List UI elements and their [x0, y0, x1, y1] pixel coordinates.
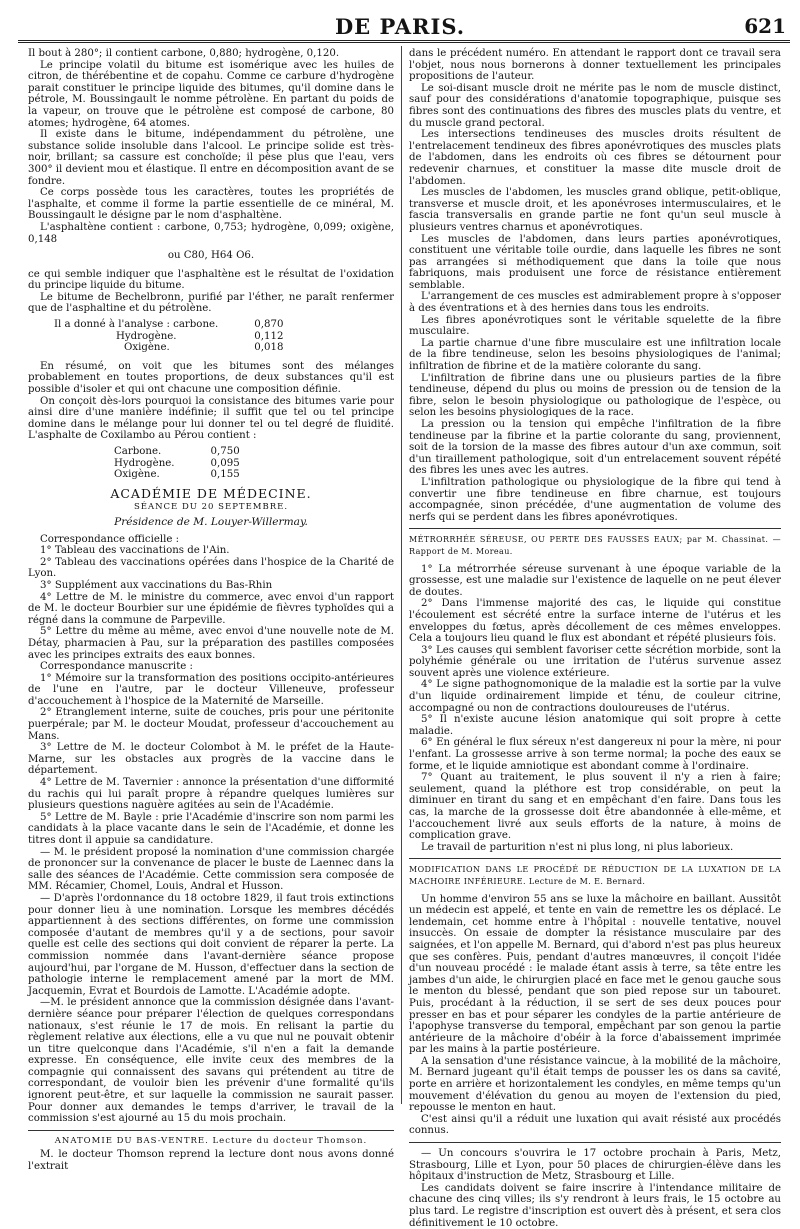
paragraph: Le principe volatil du bitume est isomérique avec les huiles de citron, de thérébentine et de copahu. Comme ce carbure d'hydrogène parait constituer le principe liquide des bitumes, qu'il domine dans le pétrole, M. Boussingault le nomme pétrolène. En partant du poids de la vapeur, on trouve que le pétrolène est composé de carbone, 80 atomes; hydrogène, 64 atomes.: [28, 59, 394, 129]
paragraph: La partie charnue d'une fibre musculaire est une infiltration locale de la fibre tendineuse, selon les besoins physiologiques de l'animal; infiltration de fibrine et de la matière colorante du sang.: [409, 337, 781, 373]
right-column: [409, 48, 781, 1229]
section-rule: [28, 1130, 394, 1131]
analysis-value: 0,870: [254, 319, 284, 331]
section-heading: MÉTRORRHÉE SÉREUSE, OU PERTE DES FAUSSES EAUX; par M. Chassinat. — Rapport de M. Moreau.: [409, 535, 781, 556]
list-item: 5° Lettre du même au même, avec envoi d'une nouvelle note de M. Détay, pharmacien à Pau, sur la préparation des pastilles composées avec les principes extraits des eaux bonnes.: [28, 626, 394, 661]
left-column: [28, 48, 394, 1173]
section-heading: MODIFICATION DANS LE PROCÉDÉ DE RÉDUCTION DE LA LUXATION DE LA MACHOIRE INFÉRIEURE. Lecture de M. E. Bernard.: [409, 865, 781, 886]
paragraph: Le bitume de Bechelbronn, purifié par l'éther, ne paraît renfermer que de l'asphaltine et du pétrolène.: [28, 291, 394, 315]
analysis-table: [108, 446, 240, 481]
list-item: 1° Mémoire sur la transformation des positions occipito-antérieures de l'une en l'autre, par le docteur Villeneuve, professeur d'accouchement à l'hospice de la Maternité de Marseille.: [28, 672, 394, 707]
analysis-value: 0,018: [254, 342, 284, 354]
list-item: 4° Le signe pathognomonique de la maladie est la sortie par la vulve d'un liquide ordinairement limpide et ténu, de couleur citrine, accompagné ou non de contractions douloureuses de l'utérus.: [409, 679, 781, 714]
paragraph: C'est ainsi qu'il a réduit une luxation qui avait résisté aux procédés connus.: [409, 1113, 781, 1137]
paragraph: ce qui semble indiquer que l'asphaltène est le résultat de l'oxidation du principe liquide du bitume.: [28, 268, 394, 292]
paragraph: Le soi-disant muscle droit ne mérite pas le nom de muscle distinct, sauf pour des considérations d'anatomie topographique, puisque ses fibres sont des continuations des fibres des muscles plats du ventre, et du muscle grand pectoral.: [409, 82, 781, 129]
paragraph: L'asphaltène contient : carbone, 0,753; hydrogène, 0,099; oxigène, 0,148: [28, 221, 394, 245]
page-number: 621: [744, 14, 786, 38]
section-rule: [409, 1142, 781, 1143]
list-item: 1° Tableau des vaccinations de l'Ain.: [40, 545, 230, 557]
paragraph: L'infiltration de fibrine dans une ou plusieurs parties de la fibre tendineuse, dépend du plus ou moins de pression ou de tension de la fibre, selon le besoin physiologique ou pathologique de l'espèce, ou selon les besoins physiologiques de la race.: [409, 372, 781, 419]
analysis-label: Hydrogène.: [116, 330, 177, 342]
paragraph: Les muscles de l'abdomen, dans leurs parties aponévrotiques, constituent une véritable toile ourdie, dans laquelle les fibres ne sont pas arrangées si méthodiquement que dans la toile que nous fabriquons, mais produisent une force de résistance entièrement semblable.: [409, 233, 781, 291]
paragraph: Il existe dans le bitume, indépendamment du pétrolène, une substance solide insoluble dans l'alcool. Le principe solide est très-noir, brillant; sa cassure est conchoïde; il pèse plus que l'eau, vers 300° il devient mou et élastique. Il entre en décomposition avant de se fondre.: [28, 129, 394, 187]
list-item: 2° Etranglement interne, suite de couches, pris pour une péritonite puerpérale; par M. le docteur Moudat, professeur d'accouchement au Mans.: [28, 707, 394, 742]
paragraph: En résumé, on voit que les bitumes sont des mélanges probablement en toutes proportions, de deux substances qu'il est possible d'isoler et qui ont chacune une composition définie.: [28, 360, 394, 396]
section-heading: ACADÉMIE DE MÉDECINE.: [110, 485, 312, 501]
list-item: 2° Dans l'immense majorité des cas, le liquide qui constitue l'écoulement est sécrété entre la surface interne de l'utérus et les enveloppes du fœtus, après décollement de ces mêmes enveloppes. Cela a toujours lieu quand le flux est abondant et répété plusieurs fois.: [409, 598, 781, 645]
paragraph: A la sensation d'une résistance vaincue, à la mobilité de la mâchoire, M. Bernard jugeant qu'il était temps de pousser les os dans sa cavité, porte en arrière et horizontalement les condyles, en même temps qu'un mouvement d'élévation du genou au moyen de l'extension du pied, repousse le menton en haut.: [409, 1055, 781, 1114]
paragraph: Les intersections tendineuses des muscles droits résultent de l'entrelacement tendineux des fibres aponévrotiques des muscles plats de l'abdomen, dans les endroits où ces fibres se détournent pour redevenir charnues, et constituer la masse dite muscle droit de l'abdomen.: [409, 129, 781, 187]
list-item: 3° Lettre de M. le docteur Colombot à M. le préfet de la Haute-Marne, sur les obstacles aux progrès de la vaccine dans le département.: [28, 742, 394, 777]
list-item: 6° En général le flux séreux n'est dangereux ni pour la mère, ni pour l'enfant. La grossesse arrive à son terme normal; la poche des eaux se forme, et le liquide amniotique est abondant comme à l'ordinaire.: [409, 737, 781, 772]
subheading: Correspondance officielle :: [40, 533, 180, 545]
paragraph: On conçoit dès-lors pourquoi la consistance des bitumes varie pour ainsi dire d'une manière indéfinie; il suffit que tel ou tel principe domine dans le mélange pour lui donner tel ou tel degré de fluidité. L'asphalte de Coxilambo au Pérou contient :: [28, 395, 394, 442]
section-rule: [409, 858, 781, 859]
analysis-label: Oxigène.: [114, 469, 160, 481]
paragraph: Les fibres aponévrotiques sont le véritable squelette de la fibre musculaire.: [409, 314, 781, 338]
analysis-value: 0,155: [210, 469, 240, 481]
paragraph: Il bout à 280°; il contient carbone, 0,880; hydrogène, 0,120.: [28, 48, 340, 59]
paragraph: L'arrangement de ces muscles est admirablement propre à s'opposer à des éventrations et à des hernies dans tous les endroits.: [409, 291, 781, 315]
analysis-table: [28, 319, 283, 354]
paragraph: Le travail de parturition n'est ni plus long, ni plus laborieux.: [421, 841, 734, 853]
subheading: Correspondance manuscrite :: [40, 661, 193, 673]
list-item: 7° Quant au traitement, le plus souvent il n'y a rien à faire; seulement, quand la pléthore est trop considérable, on peut la diminuer en tirant du sang et en empêchant d'en faire. Dans tous les cas, la marche de la grossesse doit être abandonnée à elle-même, et l'accouchement livré aux seuls efforts de la nature, à moins de complication grave.: [409, 772, 781, 842]
paragraph: dans le précédent numéro. En attendant le rapport dont ce travail sera l'objet, nous nous bornerons à donner textuellement les principales propositions de l'auteur.: [409, 48, 781, 83]
paragraph: Les muscles de l'abdomen, les muscles grand oblique, petit-oblique, transverse et muscle droit, et les aponévroses intermusculaires, et le fascia transversalis en grande partie ne font qu'un seul muscle à plusieurs ventres charnus et aponévrotiques.: [409, 187, 781, 233]
list-item: 4° Lettre de M. le ministre du commerce, avec envoi d'un rapport de M. le docteur Bourbier sur une épidémie de fièvres typhoïdes qui a régné dans la commune de Parpeville.: [28, 591, 394, 626]
list-item: 5° Il n'existe aucune lésion anatomique qui soit propre à cette maladie.: [409, 714, 781, 737]
analysis-label: Hydrogène.: [114, 457, 175, 469]
page-header: [0, 0, 800, 40]
analysis-value: 0,112: [254, 330, 284, 342]
list-item: 4° Lettre de M. Tavernier : annonce la présentation d'une difformité du rachis qui lui paraît propre à répandre quelques lumières sur plusieurs questions naguère agitées au sein de l'Académie.: [28, 777, 394, 812]
paragraph: La pression ou la tension qui empêche l'infiltration de la fibre tendineuse par la fibrine et la partie colorante du sang, proviennent, soit de la torsion de la masse des fibres autour d'un axe commun, soit d'un tiraillement pathologique, soit d'un entrelacement souvent répété des fibres les unes avec les autres.: [409, 419, 781, 477]
page-title: DE PARIS.: [334, 14, 466, 39]
list-item: 5° Lettre de M. Bayle : prie l'Académie d'inscrire son nom parmi les candidats à la place vacante dans le sein de l'Académie, et donne les titres dont il appuie sa candidature.: [28, 811, 394, 846]
paragraph: Les candidats doivent se faire inscrire à l'intendance militaire de chacune des cinq villes; ils s'y rendront à leurs frais, le 15 octobre au plus tard. Le registre d'inscription est ouvert dès à présent, et sera clos définitivement le 10 octobre.: [409, 1182, 781, 1229]
paragraph: — Un concours s'ouvrira le 17 octobre prochain à Paris, Metz, Strasbourg, Lille et Lyon, pour 50 places de chirurgien-élève dans les hôpitaux d'instruction de Metz, Strasbourg et Lille.: [409, 1148, 781, 1183]
analysis-value: 0,095: [210, 457, 240, 469]
section-heading: ANATOMIE DU BAS-VENTRE. Lecture du docteur Thomson.: [54, 1135, 368, 1146]
paragraph: — M. le président proposé la nomination d'une commission chargée de prononcer sur la convenance de placer le buste de Laennec dans la salle des séances de l'Académie. Cette commission sera composée de MM. Récamier, Chomel, Louis, Andral et Husson.: [28, 846, 394, 893]
paragraph: —M. le président annonce que la commission désignée dans l'avant-dernière séance pour préparer l'élection de quelques correspondans nationaux, s'est réunie le 17 de mois. En relisant la partie du règlement relative aux élections, elle a vu que nul ne pouvait obtenir un titre quelconque dans l'Académie, s'il n'en a fait la demande expresse. En conséquence, elle invite ceux des membres de la compagnie qui connaissent des savans qui prétendent au titre de correspondant, de vouloir bien les prévenir d'une formalité qu'ils ignorent peut-être, et sur laquelle la commission ne saurait passer. Pour donner aux demandes le temps d'arriver, le travail de la commission s'est ajourné au 15 du mois prochain.: [28, 997, 394, 1125]
paragraph: L'infiltration pathologique ou physiologique de la fibre qui tend à convertir une fibre tendineuse en fibre charnue, est toujours accompagnée, sinon précédée, d'une augmentation de volume des nerfs qui se perdent dans les fibres aponévrotiques.: [409, 476, 781, 523]
list-item: 3° Les causes qui semblent favoriser cette sécrétion morbide, sont la polyhémie générale ou une irritation de l'utérus survenue assez souvent après une violence extérieure.: [409, 644, 781, 679]
session-date: SÉANCE DU 20 SEPTEMBRE.: [133, 502, 289, 513]
paragraph: — D'après l'ordonnance du 18 octobre 1829, il faut trois extinctions pour donner lieu à une nomination. Lorsque les membres décédés appartiennent à des sections différentes, on forme une commission composée d'autant de membres qu'il y a de sections, pour savoir quelle est celle des sections qui doit convient de réparer la perte. La commission nommée dans l'avant-dernière séance propose aujourd'hui, par l'organe de M. Husson, d'effectuer dans la section de pathologie interne le remplacement amené par la mort de MM. Jacquemin, Evrat et Bourdois de Lamotte. L'Académie adopte.: [28, 892, 394, 997]
header-rule: [18, 40, 790, 43]
presidence: Présidence de M. Louyer-Willermay.: [114, 515, 308, 528]
analysis-value: 0,750: [210, 446, 240, 457]
analysis-label: Oxigène.: [124, 342, 170, 354]
analysis-label: Il a donné à l'analyse : carbone.: [54, 319, 219, 331]
analysis-label: Carbone.: [114, 446, 162, 457]
paragraph: M. le docteur Thomson reprend la lecture dont nous avons donné l'extrait: [28, 1149, 394, 1173]
paragraph: Un homme d'environ 55 ans se luxe la mâchoire en baillant. Aussitôt un médecin est appelé, et tente en vain de remettre les os déplacé. Le lendemain, cet homme entre à l'hôpital : nouvelle tentative, nouvel insuccès. On essaie de dompter la résistance musculaire par des saignées, et l'on appelle M. Bernard, qui d'abord n'est pas plus heureux que ses confères. Puis, pendant d'autres manœuvres, il conçoit l'idée d'un nouveau procédé : le malade étant assis à terre, sa tête entre les jambes d'un aide, le chirurgien placé en face met le genou gauche sous le menton du blessé, pendant que son pied repose sur un tabouret. Puis, procédant à la réduction, il se sert de ses deux pouces pour presser en bas et pour séparer les condyles de la partie antérieure de l'apophyse transverse du temporal, empêchant par son genou la partie antérieure de la mâchoire d'obéir à la force d'abaissement imprimée par les mains à la partie postérieure.: [409, 893, 781, 1056]
list-item: 3° Supplément aux vaccinations du Bas-Rhin: [40, 579, 273, 591]
column-divider: [401, 46, 402, 1104]
paragraph: Ce corps possède tous les caractères, toutes les propriétés de l'asphalte, et comme il forme la partie essentielle de ce minéral, M. Boussingault le désigne par le nom d'asphaltène.: [28, 187, 394, 222]
section-rule: [409, 528, 781, 529]
chemical-formula: ou C80, H64 O6.: [167, 250, 255, 262]
list-item: 2° Tableau des vaccinations opérées dans l'hospice de la Charité de Lyon.: [28, 556, 394, 580]
list-item: 1° La métrorrhée séreuse survenant à une époque variable de la grossesse, est une maladie sur l'existence de laquelle on ne peut élever de doutes.: [409, 563, 781, 598]
